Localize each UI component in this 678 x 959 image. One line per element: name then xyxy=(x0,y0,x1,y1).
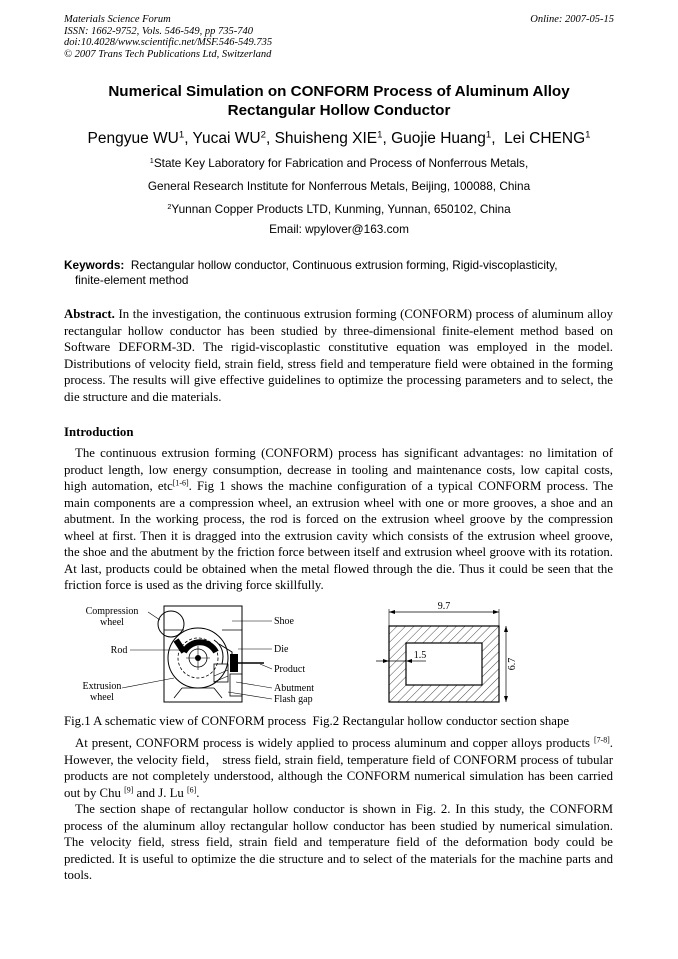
author-name: Yucai WU xyxy=(192,130,261,147)
dimension-wall-thickness: 1.5 xyxy=(413,650,427,661)
dimension-height: 6.7 xyxy=(507,657,518,671)
citation: [6] xyxy=(187,785,197,795)
journal-header xyxy=(64,14,272,60)
author-affiliation-mark: 1 xyxy=(377,129,383,141)
paragraph-text: . Fig 1 shows the machine configuration of a typical CONFORM process. The main components are a compression wheel, an extrusion wheel with one or more grooves, a shoe and an abutment. In the working process, the rod is forced on the extrusion wheel groove by the compression wheel at first. Then it is dragged into the extrusion cavity which consists of the extrusion wheel groove, the shoe and the abutment by the friction force between itself and extrusion wheel groove with its rotation. At last, products could be obtained when the metal flowed through the die. Thus it could be seen that the friction force is used as the driving force skillfully. xyxy=(64,479,614,592)
citation: [1-6] xyxy=(172,478,189,488)
paragraph-text: . However, the velocity field， stress field, strain field, temperature field of CONFORM process of tubular products are not completely understood, although the CONFORM numerical simulation has been carried out by Chu xyxy=(64,736,613,800)
paragraph-text: At present, CONFORM process is widely applied to process aluminum and copper alloys products xyxy=(75,736,594,750)
label-extrusion: Extrusion xyxy=(82,681,122,692)
abstract xyxy=(64,306,613,405)
affiliation-1 xyxy=(40,156,638,171)
label-compression: Compression xyxy=(85,606,139,617)
paragraph-text: . xyxy=(196,785,200,800)
title-line-2: Rectangular Hollow Conductor xyxy=(227,102,451,119)
author-name: Lei CHENG xyxy=(504,130,586,147)
copyright: © 2007 Trans Tech Publications Ltd, Switzerland xyxy=(64,48,272,60)
issn: ISSN: 1662-9752, Vols. 546-549, pp 735-740 xyxy=(64,25,253,37)
label-product: Product xyxy=(274,664,306,675)
author-name: Shuisheng XIE xyxy=(274,130,378,147)
affiliation-text: Yunnan Copper Products LTD, Kunming, Yunnan, 650102, China xyxy=(171,202,511,216)
figure-2-caption: Fig.2 Rectangular hollow conductor section shape xyxy=(312,714,570,728)
author-name: Guojie Huang xyxy=(391,130,486,147)
author-affiliation-mark: 2 xyxy=(260,129,266,141)
keywords-text: Rectangular hollow conductor, Continuous extrusion forming, Rigid-viscoplasticity, xyxy=(130,258,558,272)
author-affiliation-mark: 1 xyxy=(485,129,492,141)
intro-paragraph-3: The section shape of rectangular hollow conductor is shown in Fig. 2. In this study, the CONFORM process of the aluminum alloy rectangular hollow conductor has been studied by numerical simulation. The velocity field, stress field, strain field and temperature field of the deformation body could be predicted. It is useful to optimize the die structure and to select of the materials for the machine parts and tools. xyxy=(64,802,613,882)
doi: doi:10.4028/www.scientific.net/MSF.546-549.735 xyxy=(64,37,273,48)
figure-2-section-shape xyxy=(372,600,532,710)
intro-paragraph-2 xyxy=(64,735,613,801)
paper-title xyxy=(40,82,638,120)
affiliation-1-cont: General Research Institute for Nonferrous Metals, Beijing, 100088, China xyxy=(147,179,531,193)
title-line-1: Numerical Simulation on CONFORM Process of Aluminum Alloy xyxy=(108,83,570,100)
affiliation-mark: 2 xyxy=(167,201,172,211)
affiliation-2 xyxy=(40,202,638,217)
label-extrusion-wheel: wheel xyxy=(90,692,114,703)
citation: [7-8] xyxy=(593,735,610,745)
email: Email: wpylover@163.com xyxy=(269,222,409,236)
paragraph-text: The continuous extrusion forming (CONFORM) process has significant advantages: no limitation of product length, low energy consumption, decrease in tooling and maintenance costs, low capital costs, high automation, etc xyxy=(64,446,613,493)
label-shoe: Shoe xyxy=(274,616,294,627)
author-name: Pengyue WU xyxy=(87,130,179,147)
affiliation-mark: 1 xyxy=(149,155,154,165)
author-affiliation-mark: 1 xyxy=(585,129,591,141)
label-flash-gap: Flash gap xyxy=(274,694,313,705)
abstract-text: In the investigation, the continuous extrusion forming (CONFORM) process of aluminum alloy rectangular hollow conductor has been studied by three-dimensional finite-element method based on Software DEFORM-3D. The rigid-viscoplastic constitutive equation was employed in the model. Distributions of velocity field, strain field, stress field and temperature field were obtained in the forming process. The results will give effective guidelines to optimize the processing parameters and to select, the die structure and die materials. xyxy=(64,307,613,404)
keywords-label: Keywords: xyxy=(64,258,125,272)
label-rod: Rod xyxy=(110,645,128,656)
section-heading-introduction: Introduction xyxy=(64,425,134,439)
die-block xyxy=(230,654,238,672)
paragraph-text: and J. Lu xyxy=(133,785,188,800)
keywords-text-cont: finite-element method xyxy=(75,273,189,287)
intro-paragraph-1 xyxy=(64,445,613,594)
journal-name: Materials Science Forum xyxy=(64,14,171,25)
figure-1-conform-schematic xyxy=(64,600,324,710)
label-compression-wheel: wheel xyxy=(100,617,124,628)
abstract-label: Abstract. xyxy=(64,307,115,321)
figure-captions xyxy=(64,714,569,729)
affiliation-text: State Key Laboratory for Fabrication and Process of Nonferrous Metals, xyxy=(153,156,529,170)
label-die: Die xyxy=(274,644,289,655)
author-affiliation-mark: 1 xyxy=(178,129,185,141)
citation: [9] xyxy=(124,785,134,795)
dimension-width: 9.7 xyxy=(437,601,451,612)
keywords xyxy=(64,258,613,288)
compression-wheel-shape xyxy=(158,611,184,637)
figure-1-caption: Fig.1 A schematic view of CONFORM process xyxy=(64,714,307,728)
online-date: Online: 2007-05-15 xyxy=(530,14,614,25)
label-abutment: Abutment xyxy=(274,683,314,694)
author-list: Pengyue $WU^1$, Yucai $WU^2$, Shuisheng XIE$^1$, Guojie Huang$^1$, Lei CHENG$^1$ xyxy=(87,129,591,147)
rod-feed xyxy=(184,642,216,652)
